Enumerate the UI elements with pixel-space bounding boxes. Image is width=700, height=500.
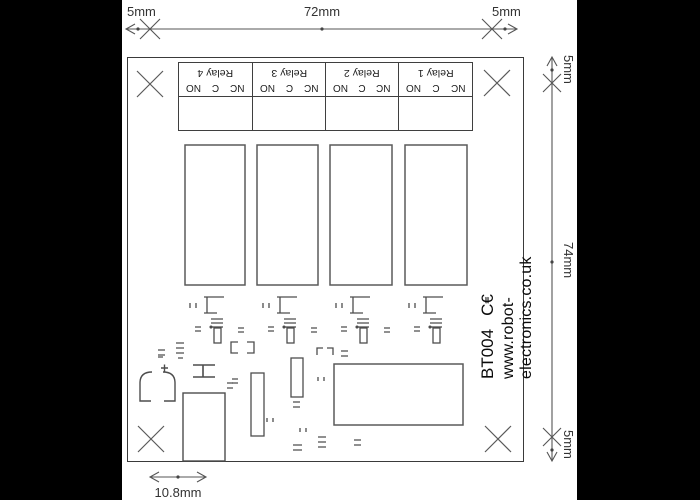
dim-right-top-label: 5mm — [561, 55, 576, 84]
relay5-outline — [334, 364, 463, 425]
top-dimension-line — [126, 19, 517, 39]
driver-component-group — [190, 297, 443, 343]
model-silkscreen-text — [478, 294, 498, 379]
bottom-dimension-line — [150, 472, 206, 482]
dim-right-middle-label: 74mm — [561, 242, 576, 279]
relay-name-label: Relay 3 — [270, 67, 307, 79]
contact-labels: NC C NO — [333, 82, 391, 93]
capacitor-outline — [140, 365, 175, 402]
ce-mark-icon: C€ — [478, 294, 497, 316]
mounting-hole-icon — [137, 70, 511, 452]
website-silkscreen-text: www.robot-electronics.co.uk — [500, 256, 535, 379]
dim-right-bottom-label: 5mm — [561, 430, 576, 459]
right-dimension-line — [543, 57, 561, 461]
dim-bottom-label: 10.8mm — [154, 485, 202, 500]
dim-top-center-label: 72mm — [303, 4, 341, 19]
power-connector-outline — [183, 393, 225, 461]
resistor-pad-marks — [158, 343, 361, 450]
relay-name-label: Relay 2 — [343, 67, 380, 79]
narrow-component-outline — [251, 358, 303, 436]
ic-bracket-outline — [231, 342, 333, 355]
crystal-outline — [193, 365, 215, 377]
contact-labels: NC C NO — [186, 82, 245, 93]
relay-name-label: Relay 1 — [417, 67, 454, 79]
dim-top-left-label: 5mm — [127, 4, 156, 19]
relay-name-label: Relay 4 — [197, 67, 234, 79]
contact-labels: NC C NO — [259, 82, 318, 93]
dim-top-right-label: 5mm — [492, 4, 521, 19]
model-number: BT004 — [478, 328, 497, 379]
contact-labels: NC C NO — [405, 82, 465, 93]
relay-outline — [185, 145, 467, 285]
